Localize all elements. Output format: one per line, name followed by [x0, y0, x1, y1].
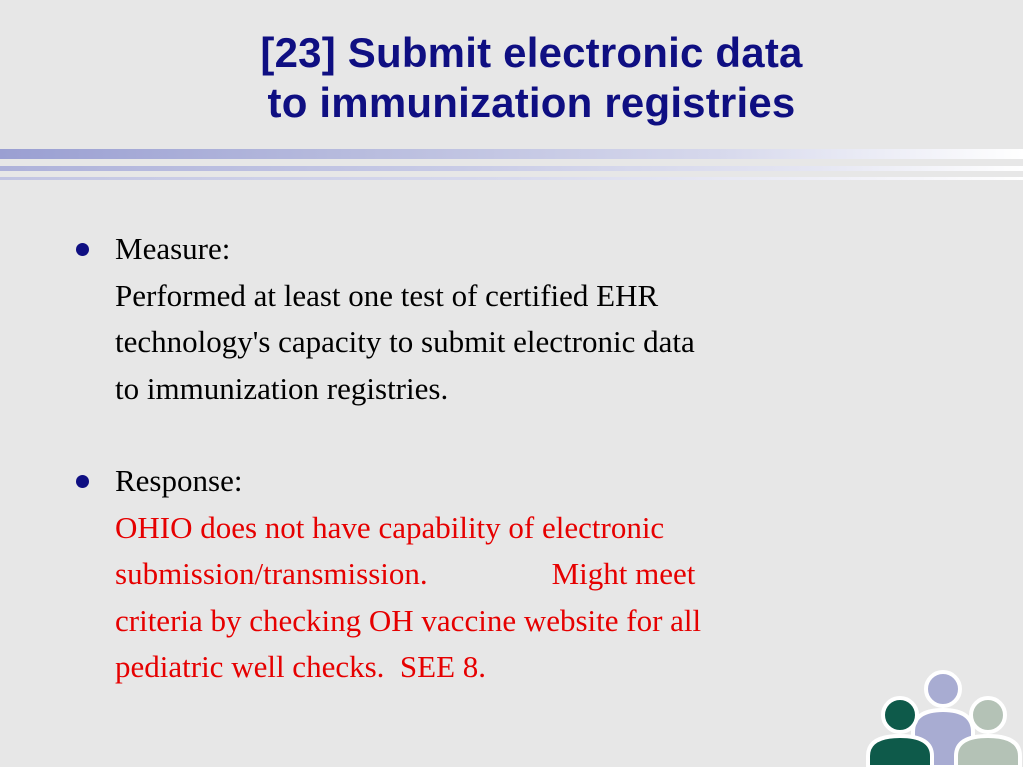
- bullet-list: [70, 226, 970, 691]
- slide-title: [0, 28, 1023, 128]
- bullet-line: OHIO does not have capability of electronic: [115, 509, 665, 545]
- bullet-line: criteria by checking OH vaccine website for all: [115, 602, 702, 638]
- bullet-line: Performed at least one test of certified EHR: [115, 277, 659, 313]
- bullet-dot-icon: [76, 475, 89, 488]
- bullet-line: technology's capacity to submit electronic data: [115, 324, 695, 359]
- bullet-response: [70, 458, 970, 691]
- title-divider-thin: [0, 177, 1023, 180]
- title-divider-thick: [0, 149, 1023, 159]
- bullet-line: pediatric well checks. SEE 8.: [115, 649, 487, 684]
- bullet-heading: Measure:: [115, 231, 231, 266]
- slide-title-line-2: to immunization registries: [267, 79, 796, 126]
- bullet-measure: [70, 226, 970, 412]
- slide-title-line-1: [23] Submit electronic data: [260, 29, 803, 76]
- bullet-dot-icon: [76, 243, 89, 256]
- title-divider-medium: [0, 166, 1023, 171]
- bullet-line: submission/transmission. Might meet: [115, 556, 696, 591]
- three-people-icon: [860, 666, 1023, 767]
- bullet-line: to immunization registries.: [115, 370, 449, 406]
- bullet-heading: Response:: [115, 463, 243, 498]
